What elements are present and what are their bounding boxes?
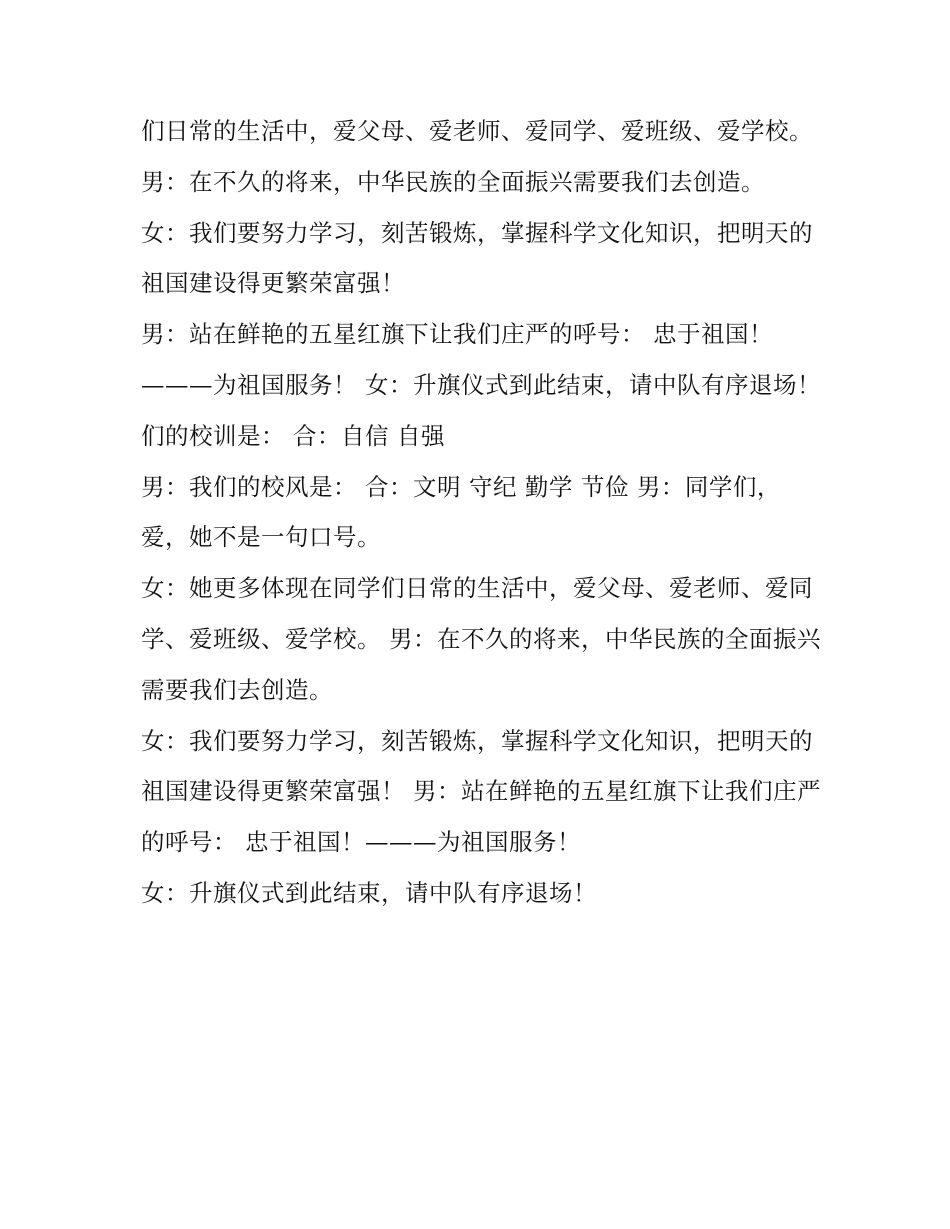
paragraph-6: 女：她更多体现在同学们日常的生活中，爱父母、爱老师、爱同学、爱班级、爱学校。 男：在不久的将来，中华民族的全面振兴需要我们去创造。 (141, 574, 821, 704)
paragraph-4: 男：站在鲜艳的五星红旗下让我们庄严的呼号： 忠于祖国！———为祖国服务！ 女：升旗仪式到此结束，请中队有序退场！ 们的校训是： 合：自信 自强 (141, 320, 829, 450)
paragraph-3: 女：我们要努力学习，刻苦锻炼，掌握科学文化知识，把明天的祖国建设得更繁荣富强！ (141, 218, 813, 298)
paragraph-5: 男：我们的校风是： 合：文明 守纪 勤学 节俭 男：同学们，爱，她不是一句口号。 (141, 472, 781, 552)
paragraph-7: 女：我们要努力学习，刻苦锻炼，掌握科学文化知识，把明天的祖国建设得更繁荣富强！ 男：站在鲜艳的五星红旗下让我们庄严的呼号： 忠于祖国！———为祖国服务！ (141, 726, 821, 857)
document-body (141, 106, 829, 919)
paragraph-8: 女：升旗仪式到此结束，请中队有序退场！ (141, 878, 597, 907)
paragraph-2: 男：在不久的将来，中华民族的全面振兴需要我们去创造。 (141, 167, 765, 196)
paragraph-1: 们日常的生活中，爱父母、爱老师、爱同学、爱班级、爱学校。 (141, 117, 813, 145)
